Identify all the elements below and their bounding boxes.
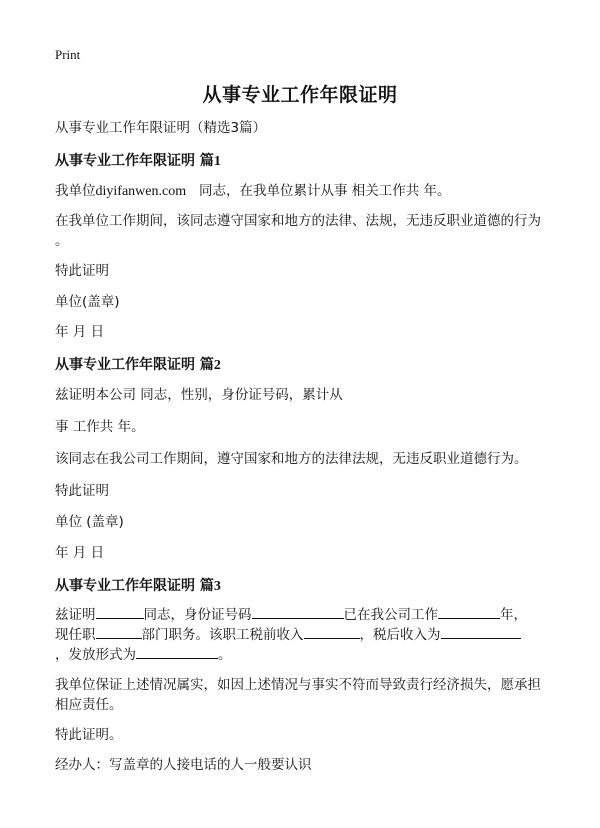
section-3-f5: 现任职 [55,627,96,643]
section-3-f8: ，发放形式为 [55,647,136,663]
section-1-certify: 特此证明 [55,263,109,279]
section-2-paragraph-1-cont: 事 工作共 年。 [55,419,145,435]
section-3-f4: 年， [500,607,527,623]
section-1-paragraph-1 [55,180,451,203]
page-title: 从事专业工作年限证明 [202,84,398,106]
section-1-heading-num: 1 [213,154,221,169]
blank-name [96,604,144,619]
section-1-line1-a: 我单位 [55,183,96,199]
section-3-guarantee: 我单位保证上述情况属实，如因上述情况与事实不符而导致责行经济损失，愿承担 [55,677,541,693]
section-3-f6: 部门职务。该职工税前收入 [141,627,304,643]
section-2-heading [55,354,221,374]
section-3-f2: 同志，身份证号码 [143,607,252,623]
section-3-handler: 经办人：写盖章的人接电话的人一般要认识 [55,757,312,773]
print-link[interactable]: Print [55,47,81,62]
section-2-paragraph-2: 该同志在我公司工作期间，遵守国家和地方的法律法规，无违反职业道德行为。 [55,451,528,467]
section-1-heading-text: 从事专业工作年限证明 篇 [55,153,214,169]
section-1-seal: 单位(盖章) [55,294,120,310]
section-2-heading-text: 从事专业工作年限证明 篇 [55,357,214,373]
section-2-date: 年 月 日 [55,545,105,561]
section-1-heading [55,150,221,170]
section-3-form-line-3 [55,644,232,666]
blank-payment-form [136,644,218,659]
section-1-paragraph-2-cont: 。 [55,233,69,249]
section-3-guarantee-cont: 相应责任。 [55,697,123,713]
section-2-heading-num: 2 [213,358,221,373]
section-3-f9: 。 [218,647,232,663]
section-3-heading [55,575,221,595]
section-3-form-line-2 [55,624,521,646]
blank-aftertax-income [441,624,521,639]
section-3-form-line-1 [55,604,527,626]
section-1-line1-b: 同志，在我单位累计从事 相关工作共 年。 [186,183,451,199]
section-3-heading-num: 3 [213,579,221,594]
site-link[interactable]: diyifanwen.com [95,184,187,199]
section-1-date: 年 月 日 [55,324,105,340]
blank-department [96,624,142,639]
section-3-heading-text: 从事专业工作年限证明 篇 [55,578,214,594]
blank-id-number [252,604,344,619]
blank-pretax-income [304,624,360,639]
blank-years [438,604,500,619]
section-2-certify: 特此证明 [55,483,109,499]
subtitle: 从事专业工作年限证明（精选3篇） [55,120,267,136]
section-2-paragraph-1: 兹证明本公司 同志，性别，身份证号码，累计从 [55,387,343,403]
section-3-f7: ，税后收入为 [359,627,441,643]
section-3-f1: 兹证明 [55,607,96,623]
section-2-seal: 单位 (盖章) [55,514,124,530]
section-3-f3: 已在我公司工作 [343,607,438,623]
section-1-paragraph-2: 在我单位工作期间，该同志遵守国家和地方的法律、法规，无违反职业道德的行为 [55,213,541,229]
section-3-certify: 特此证明。 [55,727,123,743]
